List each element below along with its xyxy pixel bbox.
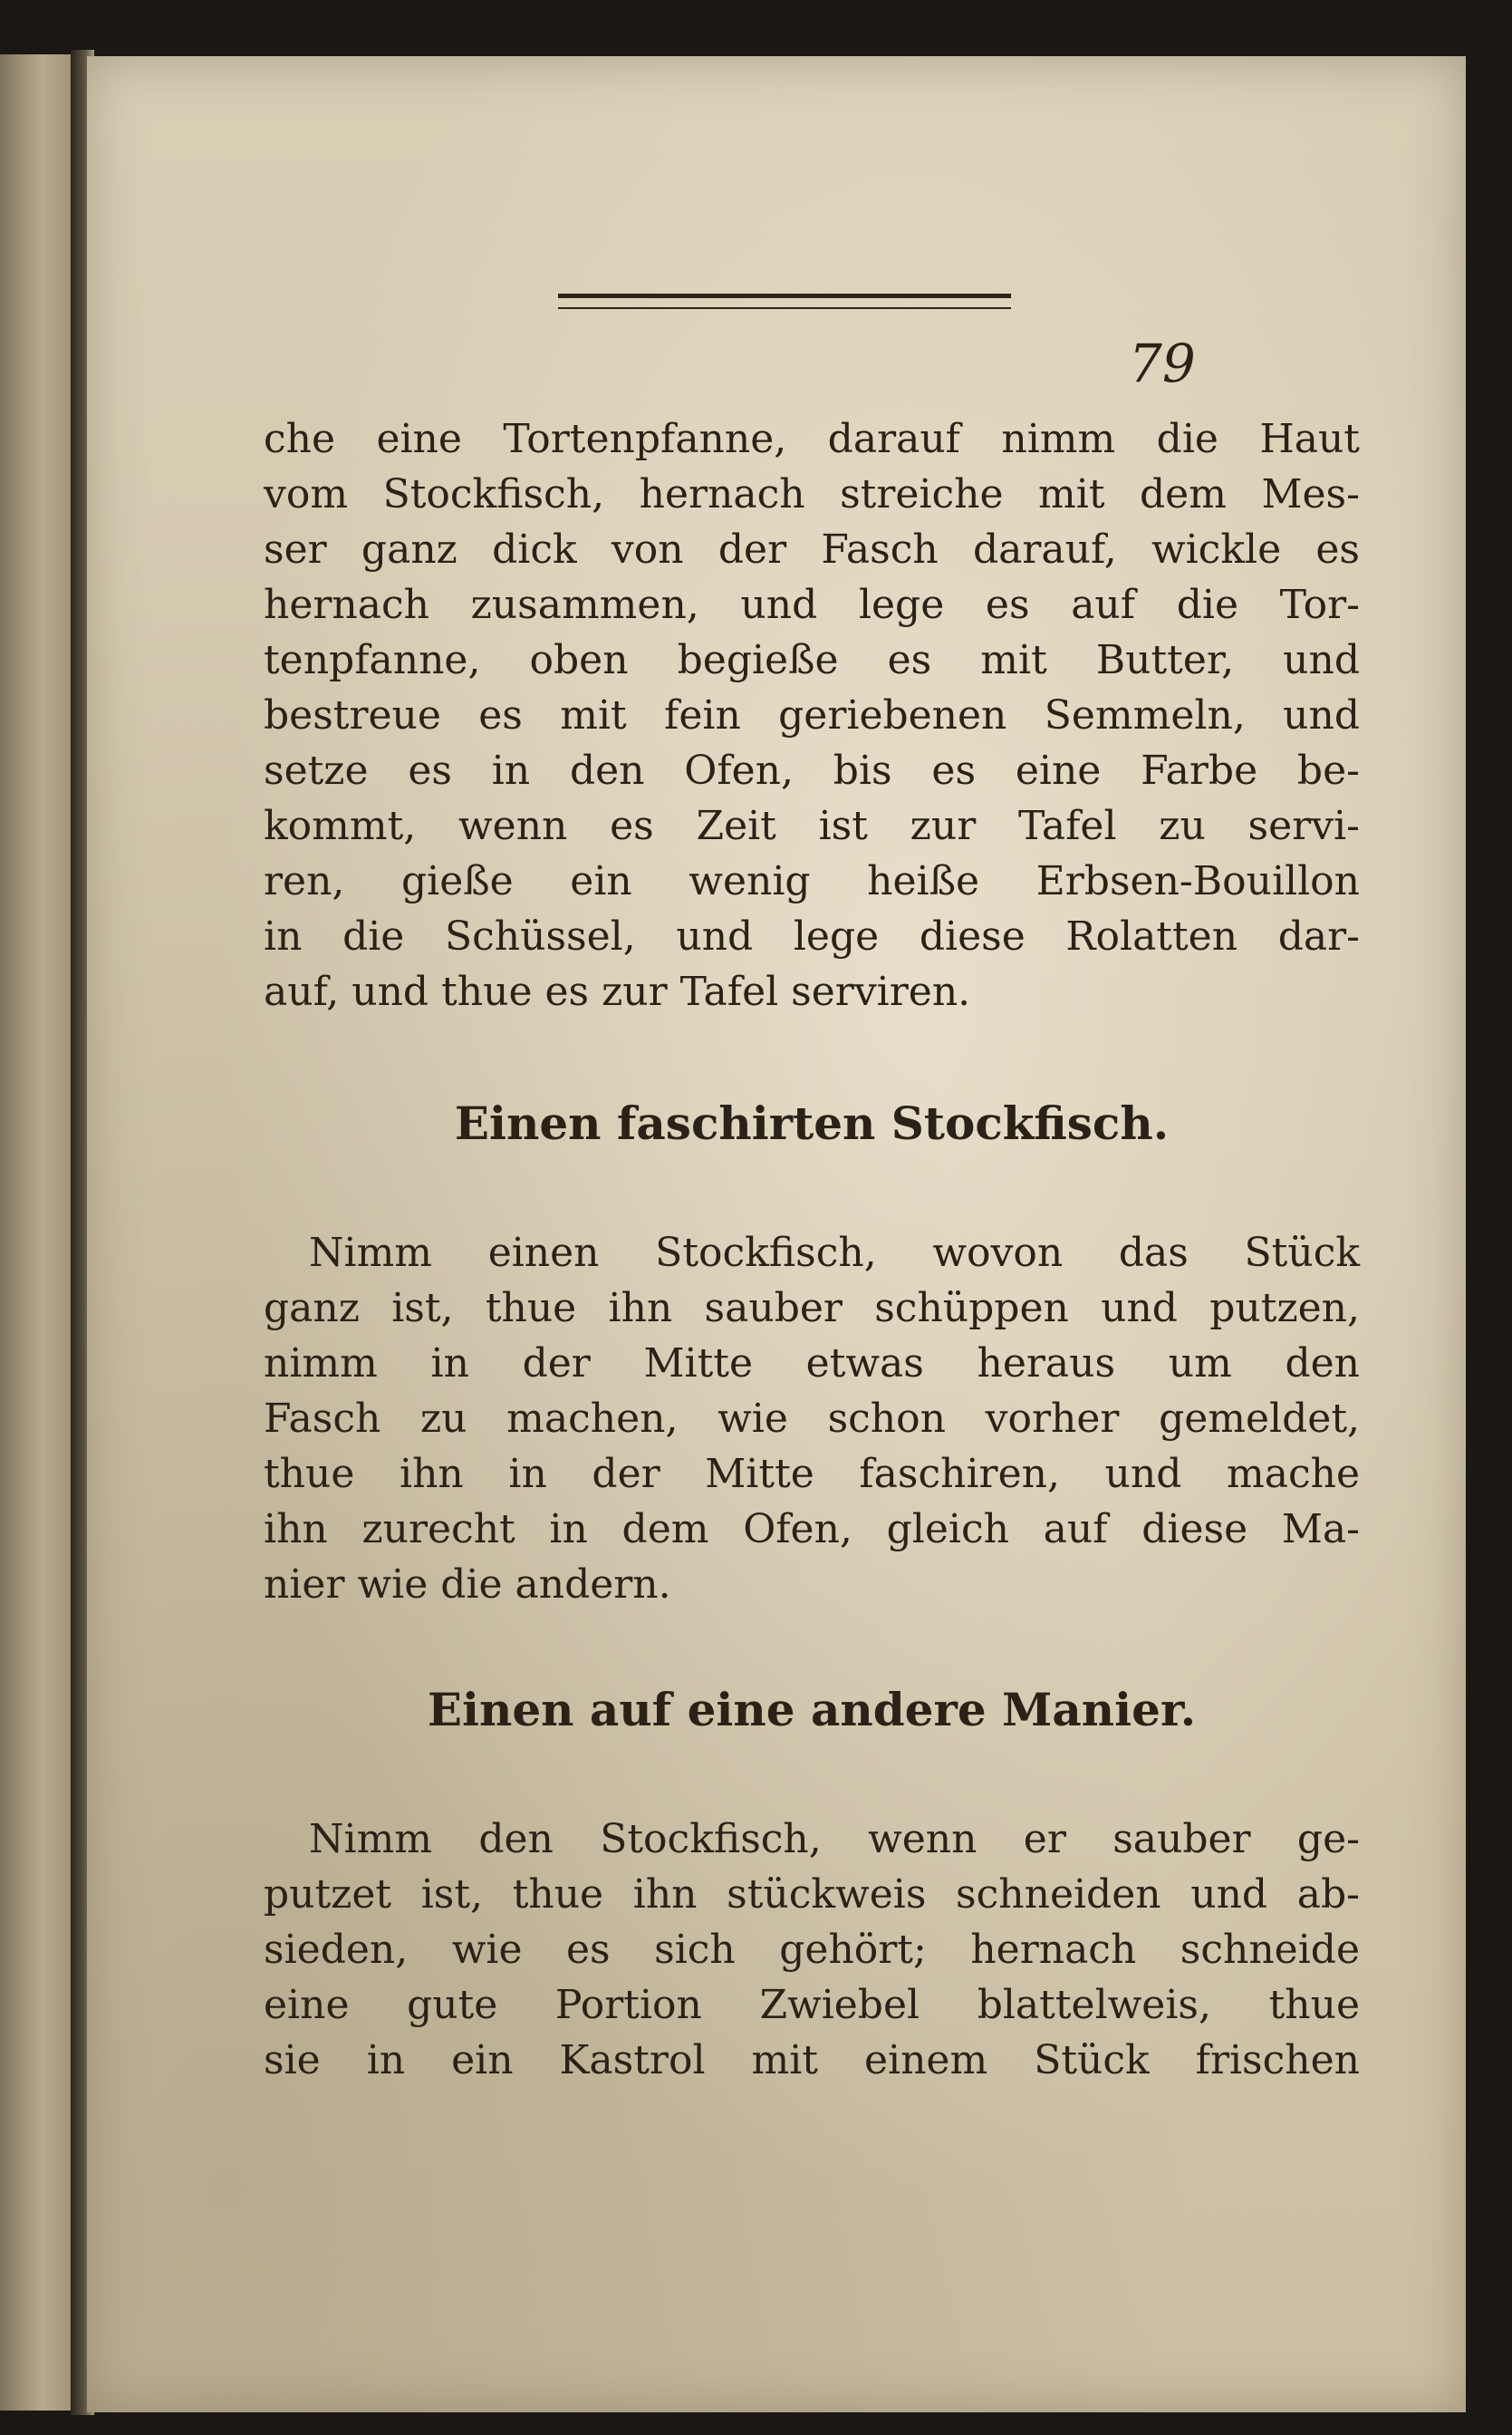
section-heading: Einen auf eine andere Manier. bbox=[427, 1683, 1197, 1736]
text-line: sieden, wie es sich gehört; hernach schneide bbox=[264, 1927, 1360, 1973]
text-line: Nimm einen Stockfisch, wovon das Stück bbox=[309, 1230, 1360, 1276]
header-rule bbox=[558, 294, 1011, 309]
page-number: 79 bbox=[1129, 333, 1196, 394]
text-line: eine gute Portion Zwiebel blattelweis, thue bbox=[264, 1982, 1360, 2028]
text-line: bestreue es mit fein geriebenen Semmeln, und bbox=[264, 692, 1360, 739]
paragraph-3 bbox=[264, 1812, 1360, 2088]
text-line: setze es in den Ofen, bis es eine Farbe be- bbox=[264, 748, 1360, 794]
facing-page-edge bbox=[0, 54, 77, 2411]
text-line: tenpfanne, oben begieße es mit Butter, und bbox=[264, 637, 1360, 683]
text-line: nier wie die andern. bbox=[264, 1561, 671, 1608]
text-line: in die Schüssel, und lege diese Rolatten dar- bbox=[264, 913, 1360, 960]
text-line: Nimm den Stockfisch, wenn er sauber ge- bbox=[309, 1816, 1360, 1862]
section-heading: Einen faschirten Stockfisch. bbox=[454, 1097, 1170, 1150]
text-line: Fasch zu machen, wie schon vorher gemeldet, bbox=[264, 1396, 1360, 1442]
text-line: putzet ist, thue ihn stückweis schneiden und ab- bbox=[264, 1871, 1360, 1918]
text-line: auf, und thue es zur Tafel serviren. bbox=[264, 969, 971, 1015]
text-line: hernach zusammen, und lege es auf die Tor- bbox=[264, 582, 1360, 628]
paragraph-2 bbox=[264, 1225, 1360, 1612]
text-line: ihn zurecht in dem Ofen, gleich auf diese Ma- bbox=[264, 1506, 1360, 1552]
text-line: sie in ein Kastrol mit einem Stück frischen bbox=[264, 2037, 1360, 2083]
text-line: nimm in der Mitte etwas heraus um den bbox=[264, 1340, 1360, 1387]
text-line: thue ihn in der Mitte faschiren, und mache bbox=[264, 1451, 1360, 1497]
text-line: che eine Tortenpfanne, darauf nimm die Haut bbox=[264, 416, 1360, 462]
text-line: kommt, wenn es Zeit ist zur Tafel zu servi- bbox=[264, 803, 1360, 849]
text-line: ganz ist, thue ihn sauber schüppen und putzen, bbox=[264, 1285, 1360, 1331]
paragraph-1 bbox=[264, 411, 1360, 1019]
book-page bbox=[87, 56, 1466, 2412]
text-line: vom Stockfisch, hernach streiche mit dem Mes- bbox=[264, 471, 1360, 517]
text-line: ren, gieße ein wenig heiße Erbsen-Bouillon bbox=[264, 858, 1360, 904]
text-line: ser ganz dick von der Fasch darauf, wickle es bbox=[264, 527, 1360, 573]
